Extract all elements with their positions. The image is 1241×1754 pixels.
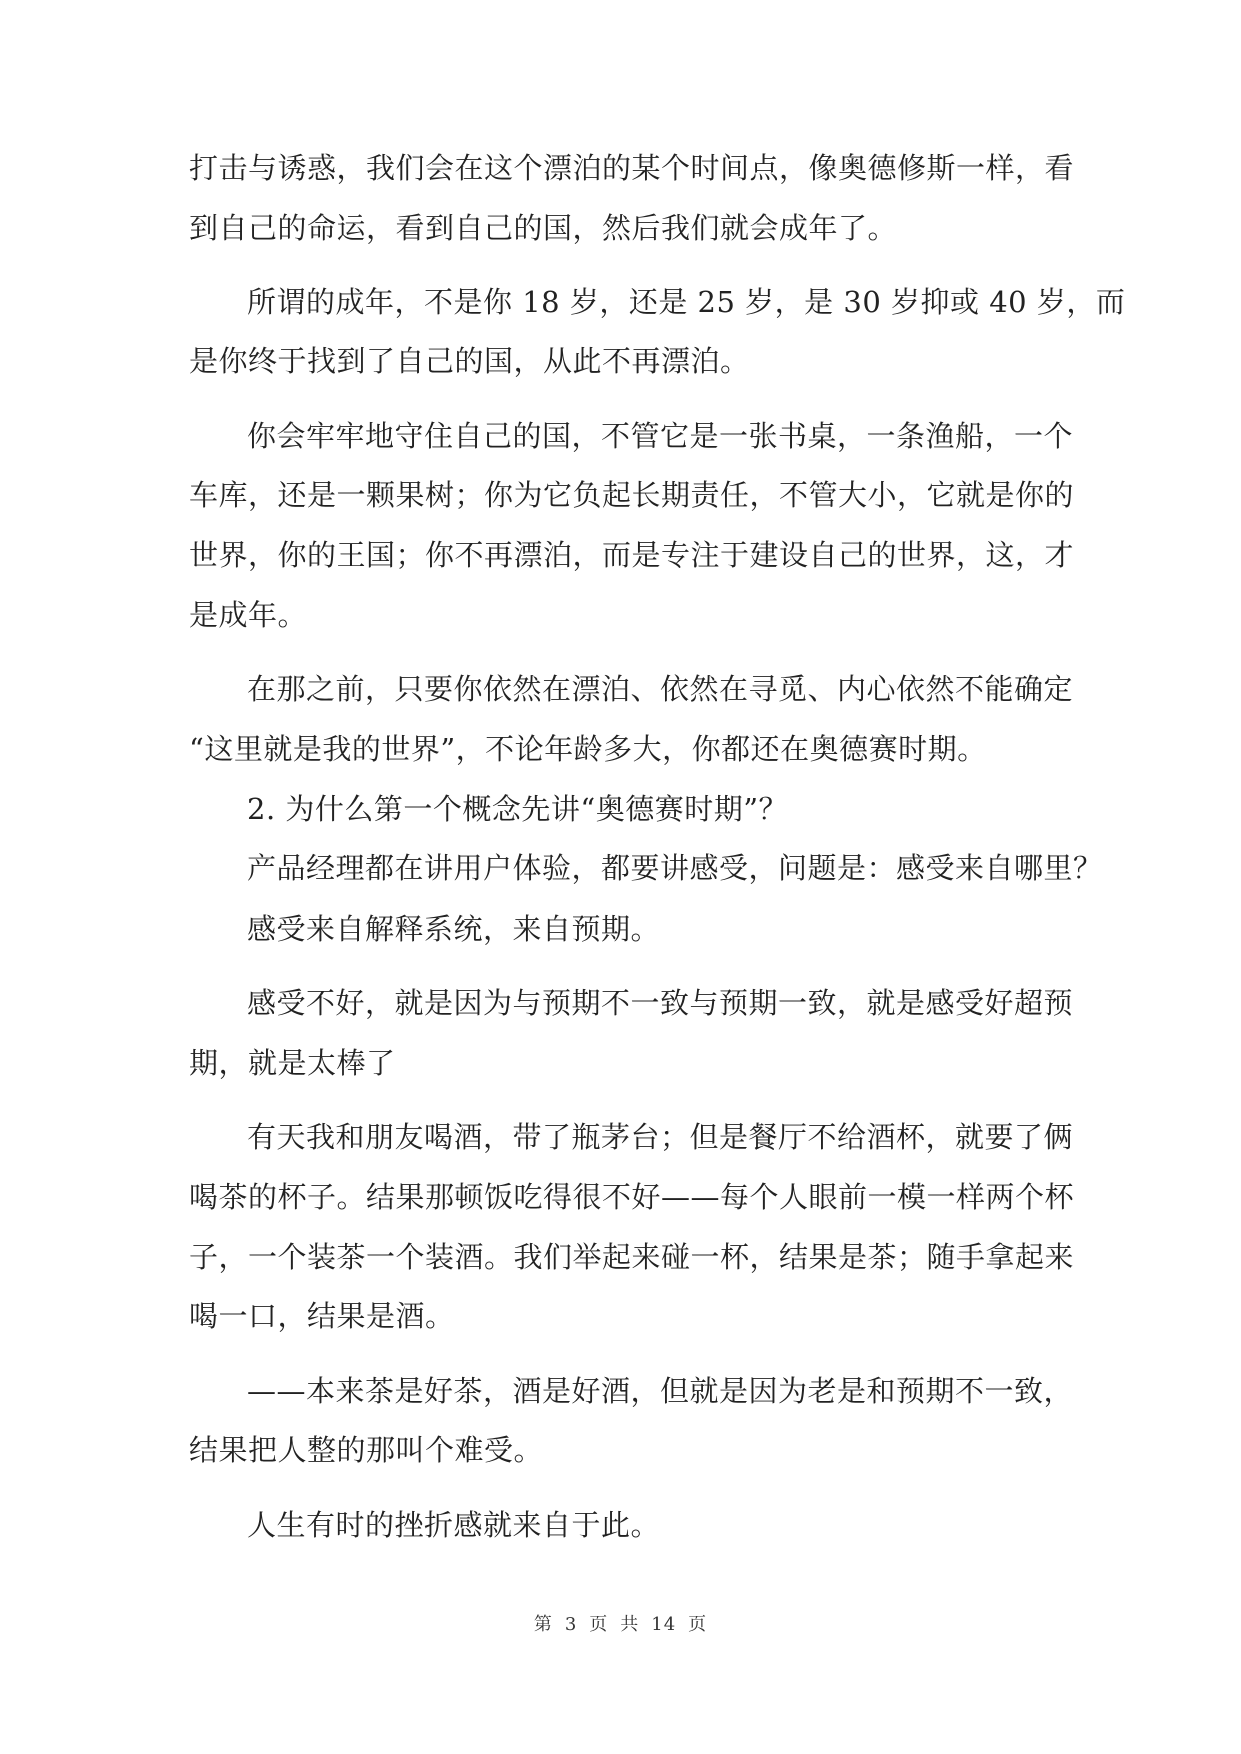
total-pages-number: 14 xyxy=(651,1614,677,1635)
page-footer xyxy=(0,1613,1241,1637)
text-line: 在那之前，只要你依然在漂泊、依然在寻觅、内心依然不能确定 xyxy=(247,672,1074,706)
text-line: 喝茶的杯子。结果那顿饭吃得很不好——每个人眼前一模一样两个杯 xyxy=(189,1180,1075,1214)
current-page-number: 3 xyxy=(564,1614,578,1635)
text-line: 感受来自解释系统，来自预期。 xyxy=(247,912,661,946)
footer-prefix: 第 xyxy=(533,1614,553,1635)
text-line: 打击与诱惑，我们会在这个漂泊的某个时间点，像奥德修斯一样，看 xyxy=(189,151,1075,185)
text-line: ——本来茶是好茶，酒是好酒，但就是因为老是和预期不一致， xyxy=(247,1374,1074,1408)
text-line: 结果把人整的那叫个难受。 xyxy=(189,1433,544,1467)
text-line: 感受不好，就是因为与预期不一致与预期一致，就是感受好超预 xyxy=(247,986,1074,1020)
text-line: 车库，还是一颗果树；你为它负起长期责任，不管大小，它就是你的 xyxy=(189,478,1075,512)
footer-total-prefix: 共 xyxy=(620,1614,640,1635)
footer-total-unit: 页 xyxy=(688,1614,708,1635)
footer-page-unit: 页 xyxy=(589,1614,609,1635)
text-line: 期，就是太棒了 xyxy=(189,1046,396,1080)
text-line: 是你终于找到了自己的国，从此不再漂泊。 xyxy=(189,344,750,378)
text-line: 你会牢牢地守住自己的国，不管它是一张书桌，一条渔船，一个 xyxy=(247,419,1074,453)
text-line: 是成年。 xyxy=(189,598,308,632)
text-line: 人生有时的挫折感就来自于此。 xyxy=(247,1508,661,1542)
section-heading: 2. 为什么第一个概念先讲“奥德赛时期”？ xyxy=(247,792,789,826)
text-line: 产品经理都在讲用户体验，都要讲感受，问题是：感受来自哪里？ xyxy=(247,851,1103,885)
text-line: 喝一口，结果是酒。 xyxy=(189,1299,455,1333)
text-line: 所谓的成年，不是你 18 岁，还是 25 岁，是 30 岁抑或 40 岁，而 xyxy=(247,285,1126,319)
text-line: 有天我和朋友喝酒，带了瓶茅台；但是餐厅不给酒杯，就要了俩 xyxy=(247,1120,1074,1154)
text-line: “这里就是我的世界”，不论年龄多大，你都还在奥德赛时期。 xyxy=(189,732,987,766)
text-line: 到自己的命运，看到自己的国，然后我们就会成年了。 xyxy=(189,211,898,245)
text-line: 子，一个装茶一个装酒。我们举起来碰一杯，结果是茶；随手拿起来 xyxy=(189,1240,1075,1274)
text-line: 世界，你的王国；你不再漂泊，而是专注于建设自己的世界，这，才 xyxy=(189,538,1075,572)
